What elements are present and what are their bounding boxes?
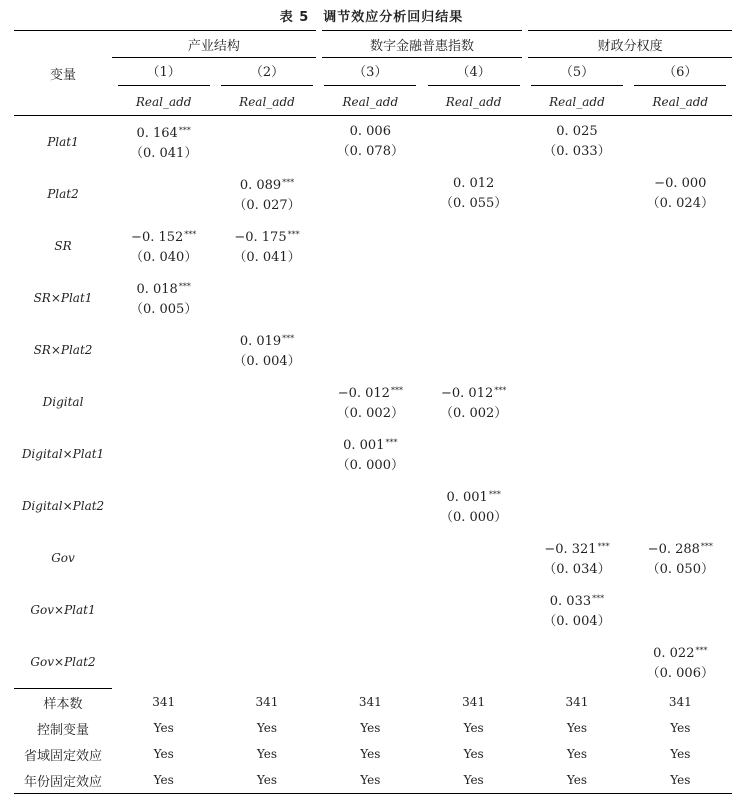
table-cell — [629, 584, 732, 636]
significance-stars: *** — [178, 125, 191, 135]
coefficient — [629, 174, 732, 194]
table-cell — [215, 220, 318, 272]
coefficient-value: 0. 012 — [452, 176, 495, 191]
coefficient — [525, 589, 628, 612]
table-cell — [319, 220, 422, 272]
table-cell — [112, 168, 215, 220]
footer-value: 341 — [565, 694, 589, 709]
standard-error: （0. 050） — [646, 561, 714, 577]
table-cell — [422, 220, 525, 272]
table-cell — [525, 324, 628, 376]
table-cell — [319, 168, 422, 220]
footer-row — [14, 689, 732, 716]
footer-label: 年份固定效应 — [14, 767, 112, 794]
dependent-variable: Real_add — [112, 88, 215, 116]
table-cell — [422, 116, 525, 169]
standard-error: （0. 005） — [129, 301, 198, 317]
coefficient — [215, 173, 318, 196]
footer-value: Yes — [463, 747, 484, 761]
table-cell — [112, 272, 215, 324]
table-row — [14, 116, 732, 169]
column-number-label: （1） — [118, 61, 210, 86]
column-number — [112, 58, 215, 89]
variable-header: 变量 — [14, 31, 112, 116]
table-cell — [319, 272, 422, 324]
row-label: Digital×Plat1 — [21, 447, 105, 461]
table-row — [14, 636, 732, 689]
column-number-label: （4） — [428, 61, 520, 86]
table-cell — [629, 272, 732, 324]
table-cell — [525, 376, 628, 428]
footer-value: Yes — [256, 747, 278, 761]
table-cell — [525, 220, 628, 272]
column-number — [422, 58, 525, 89]
table-cell — [215, 376, 318, 428]
table-cell — [422, 636, 525, 689]
significance-stars: *** — [385, 437, 398, 447]
coefficient-value: −0. 012 — [337, 385, 390, 401]
coefficient — [525, 122, 628, 142]
table-cell — [319, 480, 422, 532]
table-cell — [319, 116, 422, 169]
standard-error: （0. 024） — [646, 196, 714, 211]
coefficient-value: −0. 175 — [234, 229, 287, 245]
table-cell — [525, 116, 628, 169]
coefficient — [112, 277, 215, 300]
coefficient — [422, 381, 525, 404]
standard-error: （0. 002） — [439, 405, 508, 421]
significance-stars: *** — [695, 645, 708, 655]
table-row — [14, 168, 732, 220]
standard-error: （0. 033） — [543, 144, 611, 159]
coefficient-value: −0. 000 — [654, 176, 707, 191]
coefficient-value: −0. 012 — [441, 385, 494, 401]
column-number-label: （5） — [531, 61, 623, 86]
significance-stars: *** — [700, 541, 713, 551]
standard-error: （0. 000） — [336, 457, 404, 473]
coefficient — [319, 433, 422, 456]
table-cell — [112, 636, 215, 689]
footer-label: 样本数 — [14, 689, 112, 716]
standard-error: （0. 002） — [336, 405, 404, 421]
coefficient-value: 0. 164 — [136, 125, 178, 141]
coefficient — [112, 225, 215, 248]
significance-stars: *** — [494, 385, 507, 395]
significance-stars: *** — [592, 593, 605, 603]
footer-value: Yes — [566, 721, 588, 735]
coefficient-value: 0. 001 — [343, 437, 385, 453]
table-cell — [319, 376, 422, 428]
footer-value: Yes — [566, 747, 588, 761]
coefficient-value: 0. 025 — [556, 124, 598, 139]
coefficient-value: −0. 152 — [131, 229, 184, 245]
coefficient — [319, 381, 422, 404]
group-header-digital-finance: 数字金融普惠指数 — [319, 31, 526, 58]
standard-error: （0. 055） — [439, 196, 508, 211]
table-cell — [422, 532, 525, 584]
table-cell — [629, 636, 732, 689]
dependent-variable: Real_add — [319, 88, 422, 116]
row-label: Gov — [51, 551, 75, 565]
table-cell — [215, 324, 318, 376]
coefficient-value: 0. 001 — [446, 489, 488, 505]
table-cell — [319, 428, 422, 480]
table-row — [14, 272, 732, 324]
table-cell — [629, 220, 732, 272]
table-cell — [629, 480, 732, 532]
significance-stars: *** — [287, 229, 300, 239]
group-header-industry: 产业结构 — [112, 31, 319, 58]
significance-stars: *** — [488, 489, 501, 499]
table-cell — [112, 428, 215, 480]
row-label: Gov×Plat2 — [30, 655, 96, 669]
standard-error: （0. 004） — [233, 353, 301, 369]
table-row — [14, 532, 732, 584]
coefficient — [319, 122, 422, 142]
footer-value: 341 — [462, 694, 486, 709]
row-label: Gov×Plat1 — [30, 603, 96, 617]
table-row — [14, 428, 732, 480]
coefficient — [629, 537, 732, 560]
coefficient-value: 0. 019 — [239, 333, 282, 349]
table-cell — [525, 480, 628, 532]
table-cell — [215, 168, 318, 220]
dependent-variable: Real_add — [525, 88, 628, 116]
table-cell — [629, 376, 732, 428]
table-cell — [525, 532, 628, 584]
footer-value: Yes — [153, 747, 174, 761]
table-cell — [629, 324, 732, 376]
dependent-variable: Real_add — [215, 88, 318, 116]
footer-value: Yes — [360, 747, 381, 761]
table-cell — [319, 584, 422, 636]
coefficient — [422, 485, 525, 508]
table-cell — [215, 584, 318, 636]
table-cell — [215, 480, 318, 532]
significance-stars: *** — [282, 177, 295, 187]
table-cell — [215, 116, 318, 169]
coefficient-value: −0. 321 — [544, 541, 597, 557]
table-cell — [112, 584, 215, 636]
standard-error: （0. 004） — [543, 613, 611, 629]
coefficient-value: 0. 018 — [136, 281, 178, 297]
row-label: Plat1 — [47, 135, 79, 149]
footer-label: 省域固定效应 — [24, 748, 103, 764]
footer-value: Yes — [422, 767, 525, 794]
coefficient-value: −0. 288 — [647, 541, 700, 557]
dependent-variable: Real_add — [422, 88, 525, 116]
footer-value: 341 — [152, 694, 176, 709]
table-cell — [525, 428, 628, 480]
footer-value: Yes — [215, 767, 318, 794]
table-cell — [112, 220, 215, 272]
footer-value: 341 — [358, 694, 382, 709]
footer-value: Yes — [525, 767, 628, 794]
coefficient-value: 0. 006 — [349, 124, 391, 139]
footer-value: Yes — [112, 767, 215, 794]
column-number — [629, 58, 732, 89]
row-label: SR — [54, 239, 72, 253]
row-label: SR×Plat2 — [33, 343, 93, 357]
table-cell — [525, 272, 628, 324]
significance-stars: *** — [597, 541, 610, 551]
column-number-label: （3） — [324, 61, 416, 86]
column-number-label: （6） — [634, 61, 726, 86]
standard-error: （0. 041） — [129, 145, 198, 161]
coefficient — [422, 174, 525, 194]
row-label: SR×Plat1 — [33, 291, 93, 305]
table-cell — [629, 116, 732, 169]
table-cell — [422, 376, 525, 428]
significance-stars: *** — [390, 385, 403, 395]
regression-table — [14, 30, 732, 794]
coefficient — [215, 225, 318, 248]
table-cell — [112, 324, 215, 376]
standard-error: （0. 078） — [336, 144, 404, 159]
table-cell — [215, 272, 318, 324]
footer-row — [14, 767, 732, 794]
row-label: Plat2 — [47, 187, 79, 201]
column-number — [319, 58, 422, 89]
coefficient — [629, 641, 732, 664]
coefficient-value: 0. 033 — [549, 593, 592, 609]
table-cell — [112, 116, 215, 169]
table-cell — [112, 376, 215, 428]
table-title: 表 5 调节效应分析回归结果 — [279, 10, 464, 25]
standard-error: （0. 041） — [233, 249, 301, 265]
table-cell — [215, 636, 318, 689]
table-row — [14, 220, 732, 272]
row-label: Digital — [42, 395, 84, 409]
table-cell — [629, 428, 732, 480]
coefficient-value: 0. 089 — [239, 177, 282, 193]
row-label: Digital×Plat2 — [21, 499, 105, 513]
footer-value: Yes — [463, 721, 484, 735]
standard-error: （0. 006） — [646, 665, 714, 681]
table-row — [14, 584, 732, 636]
column-number — [525, 58, 628, 89]
column-number — [215, 58, 318, 89]
table-row — [14, 480, 732, 532]
table-cell — [525, 636, 628, 689]
footer-value: Yes — [153, 721, 174, 735]
table-cell — [422, 428, 525, 480]
standard-error: （0. 027） — [233, 197, 301, 213]
footer-value: Yes — [670, 747, 691, 761]
footer-value: 341 — [255, 694, 279, 709]
footer-row — [14, 741, 732, 767]
coefficient — [525, 537, 628, 560]
table-cell — [629, 168, 732, 220]
table-cell — [422, 168, 525, 220]
table-cell — [319, 324, 422, 376]
table-cell — [525, 168, 628, 220]
table-cell — [112, 532, 215, 584]
footer-value: Yes — [670, 721, 691, 735]
table-cell — [422, 480, 525, 532]
table-cell — [319, 636, 422, 689]
footer-value: Yes — [319, 767, 422, 794]
table-cell — [422, 272, 525, 324]
table-cell — [629, 532, 732, 584]
table-cell — [422, 324, 525, 376]
column-number-label: （2） — [221, 61, 313, 86]
footer-row — [14, 715, 732, 741]
group-header-fiscal: 财政分权度 — [525, 31, 732, 58]
table-row — [14, 324, 732, 376]
table-cell — [112, 480, 215, 532]
coefficient-value: 0. 022 — [653, 645, 695, 661]
table-cell — [215, 428, 318, 480]
coefficient — [112, 121, 215, 144]
significance-stars: *** — [184, 229, 197, 239]
footer-value: 341 — [668, 694, 692, 709]
table-cell — [422, 584, 525, 636]
table-cell — [525, 584, 628, 636]
footer-value: Yes — [360, 721, 381, 735]
significance-stars: *** — [178, 281, 191, 291]
footer-label: 控制变量 — [37, 722, 90, 738]
standard-error: （0. 034） — [543, 561, 611, 577]
table-row — [14, 376, 732, 428]
coefficient — [215, 329, 318, 352]
table-cell — [319, 532, 422, 584]
table-cell — [215, 532, 318, 584]
footer-value: Yes — [629, 767, 732, 794]
dependent-variable: Real_add — [629, 88, 732, 116]
footer-value: Yes — [256, 721, 278, 735]
significance-stars: *** — [282, 333, 295, 343]
standard-error: （0. 000） — [439, 509, 508, 525]
standard-error: （0. 040） — [129, 249, 198, 265]
